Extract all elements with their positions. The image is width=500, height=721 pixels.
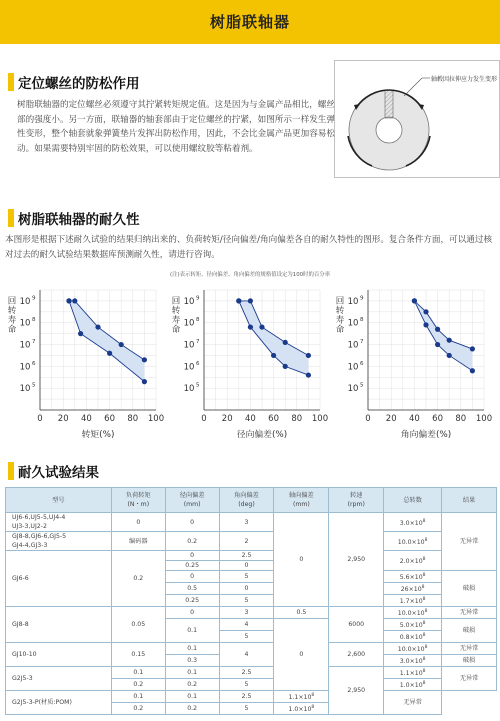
chart-angular-svg [332,280,492,450]
x-tick-label: 40 [80,414,92,424]
table-row [6,691,497,703]
cell-torque: 编码器 [111,532,165,551]
cell-torque: 0.2 [111,551,165,607]
data-point [435,327,440,332]
y-tick-exponent: 5 [32,382,36,389]
data-point [447,353,452,358]
y-tick-label: 10 [347,384,359,395]
cell-angular: 2.5 [219,691,274,703]
heading-accent-bar [8,209,14,227]
table-row [6,551,497,561]
cell-angular: 0 [219,583,274,595]
header-torque: 负荷转矩 (N・m) [111,488,165,513]
cell-axial: 0.5 [274,607,329,619]
x-axis-label: 转矩(%) [81,430,115,440]
y-axis-label: 回转寿命 [334,296,344,334]
cell-speed: 2,600 [329,643,384,667]
cell-radial: 0.3 [165,655,219,667]
header-model: 型号 [6,488,112,513]
cell-result: 破损 [442,571,497,607]
y-tick-label: 10 [347,296,359,307]
cell-torque: 0.2 [111,679,165,691]
cell-angular: 3 [219,607,274,619]
cell-angular: 4 [219,619,274,631]
data-point [283,340,288,345]
y-tick-exponent: 9 [196,295,200,302]
cell-speed: 2,950 [329,513,384,607]
cell-torque: 0.1 [111,667,165,679]
data-point [142,357,147,362]
cell-angular: 5 [219,571,274,583]
durability-band [414,301,472,371]
cell-radial: 0.5 [165,583,219,595]
cell-speed: 6000 [329,607,384,643]
chart-radial [168,280,328,454]
x-tick-label: 0 [37,414,43,424]
cell-model: GJ10-10 [6,643,112,667]
cell-axial: 0 [274,513,329,607]
section-heading-text: 耐久试验结果 [18,465,99,481]
y-tick-label: 10 [183,318,195,329]
diagram-label: 轴毂因拉伸应力发生变形 [431,76,498,83]
cell-result: 无异常 [442,513,497,571]
durability-band [69,301,144,382]
x-tick-label: 80 [455,414,467,424]
y-tick-exponent: 9 [360,295,364,302]
header-speed: 转速 (rpm) [329,488,384,513]
cell-radial: 0.25 [165,561,219,571]
data-point [107,351,112,356]
cell-radial: 0.1 [165,667,219,679]
cell-radial: 0 [165,571,219,583]
cell-model: UJ6-6,UJ5-5,UJ4-4 UJ3-3,UJ2-2 [6,513,112,532]
data-point [259,324,264,329]
cell-model: GJ8-8 [6,607,112,643]
cell-revs: $3.0\times 10^8$ [384,513,442,532]
table-header-row [6,488,497,513]
y-tick-label: 10 [347,318,359,329]
cell-model: G2J5-3 [6,667,112,691]
y-tick-label: 10 [183,296,195,307]
cell-revs: $10.0\times 10^8$ [384,607,442,619]
cell-angular: 5 [219,595,274,607]
cell-result: 破损 [442,655,497,667]
section2-body: 本图形是根据下述耐久试验的结果归纳出来的、负荷转矩/径向偏差/角向偏差各自的耐久特性的图形。复合条件方面，可以通过核对过去的耐久试验结果数据库预测耐久性，请进行咨询。 [5,235,493,260]
cell-torque: 0.1 [111,691,165,703]
cell-radial: 0.1 [165,619,219,643]
data-point [470,346,475,351]
x-tick-label: 100 [475,414,493,424]
x-axis-label: 径向偏差(%) [236,430,288,440]
y-axis-label: 回转寿命 [170,296,180,334]
x-tick-label: 20 [221,414,233,424]
cell-revs: $5.6\times 10^8$ [384,571,442,583]
x-tick-label: 80 [291,414,303,424]
x-axis-label: 角向偏差(%) [400,430,452,440]
cell-revs: $10.0\times 10^8$ [384,643,442,655]
data-point [447,338,452,343]
hub-deformation-diagram [334,60,500,178]
data-point [423,322,428,327]
x-tick-label: 100 [147,414,165,424]
cell-result: 无异常 [442,643,497,655]
cell-torque: 0.15 [111,643,165,667]
y-axis-label: 回转寿命 [6,296,16,334]
table-row [6,607,497,619]
x-tick-label: 20 [385,414,397,424]
x-tick-label: 80 [127,414,139,424]
cell-revs: $1.0\times 10^8$ [384,679,442,691]
y-tick-exponent: 6 [360,360,364,367]
y-tick-exponent: 5 [196,382,200,389]
cell-radial: 0.2 [165,532,219,551]
cell-revs: $1.1\times 10^8$ [274,691,329,703]
cell-revs: $1.7\times 10^8$ [384,595,442,607]
cell-torque: 0.2 [111,703,165,715]
data-point [119,342,124,347]
cell-revs: $1.0\times 10^8$ [274,703,329,715]
y-tick-label: 10 [19,340,31,351]
y-tick-label: 10 [19,384,31,395]
x-tick-label: 0 [365,414,371,424]
data-point [95,324,100,329]
y-tick-exponent: 8 [360,317,364,324]
data-point [412,298,417,303]
cell-radial: 0.2 [165,679,219,691]
y-tick-label: 10 [183,362,195,373]
header-result: 结果 [442,488,497,513]
cell-angular: 4 [219,643,274,667]
page-title-bar [0,0,500,44]
x-tick-label: 60 [104,414,116,424]
section1-body: 树脂联轴器的定位螺丝必须遵守其拧紧转矩规定值。这是因为与金属产品相比，螺丝部的强度小。另一方面，联轴器的轴套部由于定位螺丝的拧紧，如图所示一样发生弹性变形，整个轴套就象弹簧垫片发挥出防松作用，因此，不会比金属产品更加容易松动。如果需要特别牢固的防松效果，可以使用螺纹胶等粘着剂。 [17,100,335,154]
y-tick-label: 10 [19,318,31,329]
cell-radial: 0.2 [165,703,219,715]
table-row [6,667,497,679]
cell-revs: $1.1\times 10^8$ [384,667,442,679]
cell-torque: 0 [111,513,165,532]
data-point [236,298,241,303]
chart-radial-svg [168,280,328,450]
cell-axial: 0 [274,619,329,691]
table-row [6,643,497,655]
header-radial: 径向偏差 (mm) [165,488,219,513]
x-tick-label: 100 [311,414,329,424]
y-tick-label: 10 [19,362,31,373]
header-axial: 轴向偏差 (mm) [274,488,329,513]
y-tick-exponent: 9 [32,295,36,302]
data-point [306,372,311,377]
y-tick-label: 10 [347,340,359,351]
y-tick-exponent: 7 [196,339,200,346]
heading-accent-bar [8,73,14,91]
chart-torque-svg [4,280,164,450]
cell-result: 无异常 [442,667,497,691]
section-heading-durability [0,206,330,230]
data-point [271,353,276,358]
cell-speed: 2,950 [329,667,384,715]
x-tick-label: 40 [408,414,420,424]
cell-revs: $0.8\times 10^8$ [384,631,442,643]
x-tick-label: 60 [268,414,280,424]
data-point [423,309,428,314]
page-title: 树脂联轴器 [209,13,290,31]
data-point [72,298,77,303]
charts-note: (注)表示转矩、径向偏差、角向偏差的规格值设定为100时的百分率 [169,272,331,278]
x-tick-label: 40 [244,414,256,424]
y-tick-label: 10 [183,384,195,395]
y-tick-label: 10 [347,362,359,373]
cell-angular: 3 [219,513,274,532]
cell-revs: $26\times 10^8$ [384,583,442,595]
cell-angular: 5 [219,631,274,643]
y-tick-label: 10 [19,296,31,307]
cell-result: 破损 [442,619,497,643]
cell-radial: 0 [165,551,219,561]
cell-model: GJ8-8,GJ6-6,GJ5-5 GJ4-4,GJ3-3 [6,532,112,551]
cell-radial: 0.1 [165,691,219,703]
data-point [283,364,288,369]
cell-model: G2J5-3-P(材质:POM) [6,691,112,715]
cell-revs: $2.0\times 10^8$ [384,551,442,571]
cell-radial: 0.1 [165,643,219,655]
y-tick-exponent: 7 [32,339,36,346]
cell-revs: $10.0\times 10^8$ [384,532,442,551]
heading-accent-bar [8,462,14,480]
x-tick-label: 20 [57,414,69,424]
cell-model: GJ6-6 [6,551,112,607]
cell-angular: 2.5 [219,667,274,679]
section-heading-text: 定位螺丝的防松作用 [18,76,140,92]
data-point [248,324,253,329]
data-point [66,298,71,303]
y-tick-label: 10 [183,340,195,351]
y-tick-exponent: 6 [32,360,36,367]
x-tick-label: 0 [201,414,207,424]
cell-radial: 0 [165,513,219,532]
y-tick-exponent: 6 [196,360,200,367]
cell-angular: 5 [219,703,274,715]
y-tick-exponent: 8 [196,317,200,324]
header-angular: 角向偏差 (deg) [219,488,274,513]
data-point [78,331,83,336]
results-table [5,487,497,715]
cell-result: 无异常 [442,607,497,619]
cell-radial: 0 [165,607,219,619]
data-point [470,368,475,373]
chart-torque [4,280,164,454]
cell-result: 无异常 [384,691,442,715]
cell-torque: 0.05 [111,607,165,643]
cell-angular: 2.5 [219,551,274,561]
x-tick-label: 60 [432,414,444,424]
y-tick-exponent: 8 [32,317,36,324]
cell-angular: 5 [219,679,274,691]
cell-angular: 0 [219,561,274,571]
section-heading-results [0,459,330,483]
data-point [435,342,440,347]
chart-angular [332,280,492,454]
section-heading-text: 树脂联轴器的耐久性 [18,212,140,228]
header-total-revs: 总转数 [384,488,442,513]
cell-angular: 2 [219,532,274,551]
data-point [142,379,147,384]
cell-revs: $5.0\times 10^8$ [384,619,442,631]
y-tick-exponent: 5 [360,382,364,389]
section-heading-anti-loosening [0,70,330,94]
y-tick-exponent: 7 [360,339,364,346]
data-point [306,353,311,358]
cell-radial: 0.25 [165,595,219,607]
cell-revs: $3.0\times 10^8$ [384,655,442,667]
data-point [248,298,253,303]
